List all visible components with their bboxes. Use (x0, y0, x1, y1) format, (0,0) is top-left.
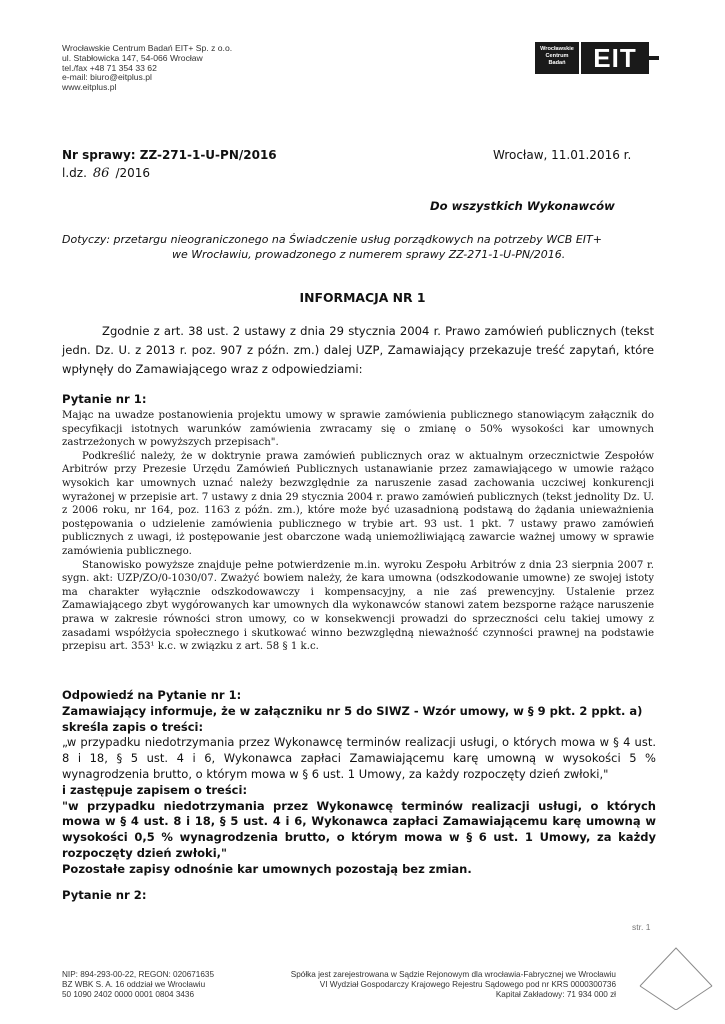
eit-logo (535, 42, 663, 74)
answer-1-closing: Pozostałe zapisy odnośnie kar umownych pozostają bez zmian. (62, 861, 472, 876)
question-1-body (62, 409, 654, 654)
company-address-line: tel./fax +48 71 354 33 62 (62, 62, 157, 73)
ledger-prefix: l.dz. (62, 166, 87, 180)
company-address-line: Wrocławskie Centrum Badań EIT+ Sp. z o.o. (62, 43, 233, 53)
answer-1-heading: Odpowiedź na Pytanie nr 1: (62, 688, 242, 702)
answer-1-line-3: i zastępuje zapisem o treści: (62, 782, 248, 797)
question-1-heading: Pytanie nr 1: (62, 392, 147, 406)
regarding (62, 232, 652, 262)
footer-right-line: Kapitał Zakładowy: 71 934 000 zł (495, 990, 616, 999)
page-number: str. 1 (632, 922, 651, 932)
ledger-handwritten-number: 86 (92, 166, 110, 181)
company-address-line: www.eitplus.pl (62, 82, 117, 93)
addressee: Do wszystkich Wykonawców (430, 199, 615, 213)
ledger-suffix: /2016 (115, 166, 151, 180)
footer-left-line: NIP: 894-293-00-22, REGON: 020671635 (62, 970, 215, 979)
answer-1 (62, 688, 656, 878)
corner-chevron-icon (636, 930, 716, 1010)
ledger-number (62, 166, 150, 181)
place-date: Wrocław, 11.01.2016 r. (493, 148, 632, 162)
answer-1-line-2: skreśla zapis o treści: (62, 719, 204, 734)
question-1-paragraph: Stanowisko powyższe znajduje pełne potwierdzenie m.in. wyroku Zespołu Arbitrów z dnia 23 sierpnia 2007 r. sygn. akt: UZP/ZO/0-1030/07. Zważyć bowiem należy, że kara umowna (odszkodowanie umowne) ze swojej istoty ma charakter wyłącznie odszkodowawczy i kompensacyjny, a nie zaś prewencyjny. Ustalenie przez Zamawiającego zbyt wygórowanych kar umownych dla wykonawców stanowi zatem bezsporne rażące naruszenie prawa w zakresie równości stron umowy, co w konsekwencji prowadzi do sprzeczności celu takiej umowy z zasadami współżycia społecznego i skutkować winno bezwzględną nieważność czynności prawnej na podstawie przepisu art. 353¹ k.c. w związku z art. 58 § 1 k.c. (62, 559, 654, 653)
logo-dash (649, 56, 659, 60)
case-number: Nr sprawy: ZZ-271-1-U-PN/2016 (62, 148, 277, 162)
footer-left-line: BZ WBK S. A. 16 oddział we Wrocławiu (62, 980, 206, 989)
footer-right-line: Spółka jest zarejestrowana w Sądzie Rejonowym dla wrocławia-Fabrycznej we Wrocławiu (290, 970, 616, 979)
answer-1-new-text: "w przypadku niedotrzymania przez Wykonawcę terminów realizacji usługi, o których mowa w § 4 ust. 8 i 18, § 5 ust. 4 i 6, Wykonawca zapłaci Zamawiającemu karę umowną w wysokości 0,5 % wynagrodzenia brutto, o którym mowa w § 6 ust. 1 Umowy, za każdy rozpoczęty dzień zwłoki," (62, 798, 656, 860)
question-1-paragraph: Podkreślić należy, że w doktrynie prawa zamówień publicznych oraz w aktualnym orzecznictwie Zespołów Arbitrów przy Prezesie Urzędu Zamówień Publicznych ustanawianie przez zamawiającego w umowie rażąco wysokich kar umownych uznać należy bezwzględnie za naruszenie zasad zachowania uczciwej konkurencji wyrażonej w przepisie art. 7 ustawy z dnia 29 stycznia 2004 r. prawo zamówień publicznych (tekst jednolity Dz. U. z 2006 roku, nr 164, poz. 1163 z późn. zm.), które może być uzasadnioną podstawą do żądania unieważnienia postępowania o udzielenie zamówienia publicznego w trybie art. 93 ust. 1 pkt. 7 ustawy prawo zamówień publicznych z uwagi, iż postępowanie jest obarczone wadą uniemożliwiającą zawarcie ważnej umowy w sprawie zamówienia publicznego. (62, 450, 654, 557)
logo-small-text: Wrocławskie Centrum Badań (535, 42, 579, 74)
footer-registration-info (268, 970, 616, 1000)
question-1-paragraph: Mając na uwadze postanowienia projektu umowy w sprawie zamówienia publicznego stanowiącym załącznik do specyfikacji istotnych warunków zamówienia zwracamy się o zmianę o 50% wysokości kar umownych zastrzeżonych w powyższych przepisach". (62, 410, 654, 449)
answer-1-line-1: Zamawiający informuje, że w załączniku nr 5 do SIWZ - Wzór umowy, w § 9 pkt. 2 ppkt. a) (62, 703, 643, 718)
regarding-line-1: Dotyczy: przetargu nieograniczonego na Świadczenie usług porządkowych na potrzeby WCB EIT+ (62, 233, 602, 246)
footer-bank-info (62, 970, 214, 1000)
company-address (62, 44, 282, 93)
footer-right-line: VI Wydział Gospodarczy Krajowego Rejestru Sądowego pod nr KRS 0000300736 (319, 980, 616, 989)
intro-paragraph: Zgodnie z art. 38 ust. 2 ustawy z dnia 29 stycznia 2004 r. Prawo zamówień publicznych (tekst jedn. Dz. U. z 2013 r. poz. 907 z późn. zm.) dalej UZP, Zamawiający przekazuje treść zapytań, które wpłynęły do Zamawiającego wraz z odpowiedziami: (62, 324, 654, 376)
footer-left-line: 50 1090 2402 0000 0001 0804 3436 (62, 990, 195, 999)
question-2-heading: Pytanie nr 2: (62, 888, 147, 902)
document-title: INFORMACJA NR 1 (299, 290, 426, 305)
answer-1-old-text: „w przypadku niedotrzymania przez Wykonawcę terminów realizacji usługi, o których mowa w § 4 ust. 8 i 18, § 5 ust. 4 i 6, Wykonawca zapłaci Zamawiającemu karę umowną w wysokości 5 % wynagrodzenia brutto, o którym mowa w § 6 ust. 1 Umowy, za każdy rozpoczęty dzień zwłoki," (62, 735, 656, 781)
regarding-line-2: we Wrocławiu, prowadzonego z numerem sprawy ZZ-271-1-U-PN/2016. (172, 248, 566, 261)
company-address-line: e-mail: biuro@eitplus.pl (62, 72, 152, 83)
company-address-line: ul. Stabłowicka 147, 54-066 Wrocław (62, 52, 203, 63)
logo-big-text: EIT (581, 42, 649, 74)
